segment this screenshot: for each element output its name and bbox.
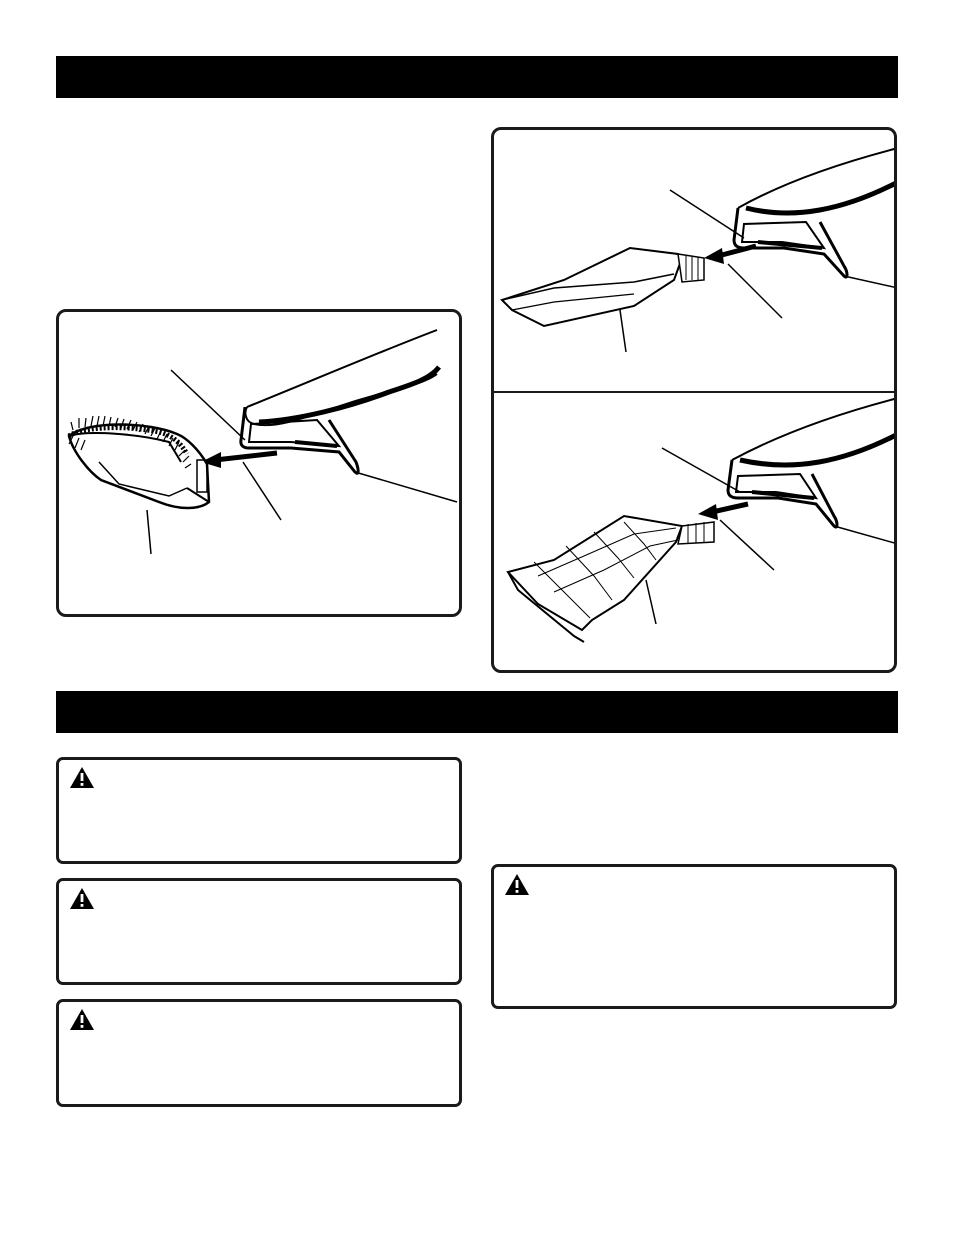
section-header-bar-top <box>56 56 898 98</box>
warning-box <box>56 878 462 985</box>
warning-triangle-icon <box>69 1008 95 1031</box>
figure-divider <box>494 391 894 393</box>
section-header-bar-maintenance <box>56 691 898 733</box>
warning-box <box>56 757 462 864</box>
warning-box <box>56 999 462 1107</box>
figure-crevice-tools <box>491 127 897 673</box>
figure-upholstery-tool <box>56 309 462 617</box>
crevice-tool-illustration <box>494 130 897 673</box>
warning-box <box>491 864 897 1009</box>
upholstery-tool-illustration <box>59 312 462 617</box>
warning-triangle-icon <box>69 887 95 910</box>
warning-triangle-icon <box>504 873 530 896</box>
warning-triangle-icon <box>69 766 95 789</box>
